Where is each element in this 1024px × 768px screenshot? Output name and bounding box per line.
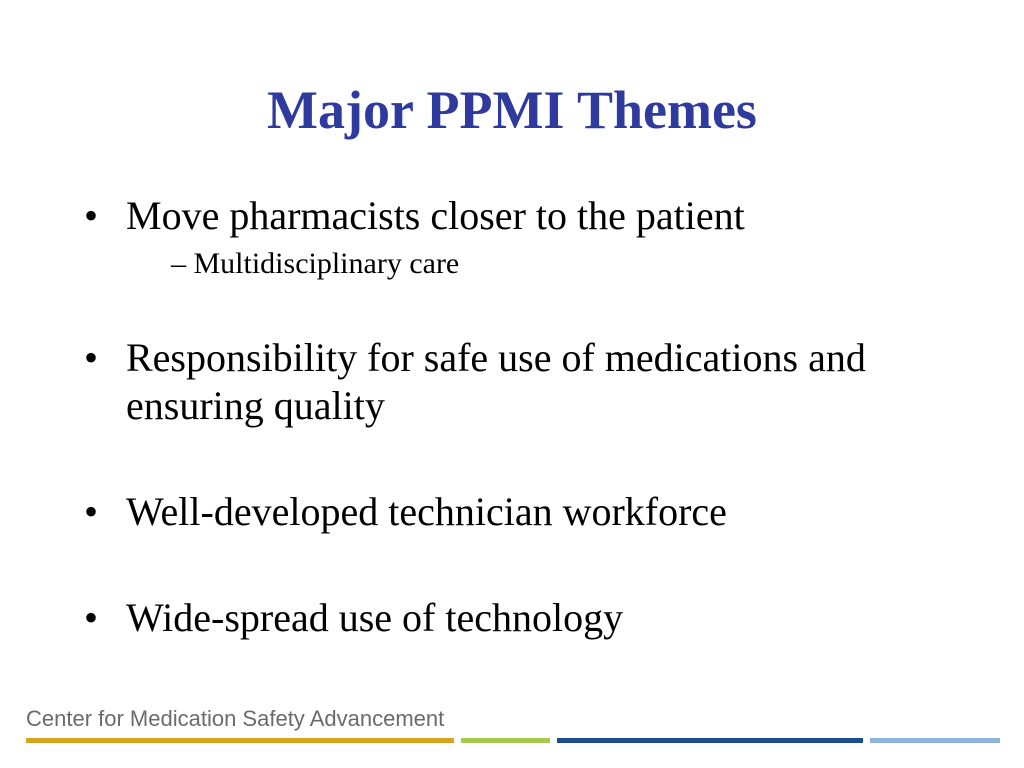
footer-stripe-light-blue	[870, 738, 1000, 743]
bullet-text: Wide-spread use of technology	[126, 595, 624, 640]
sub-bullet-text: Multidisciplinary care	[193, 247, 460, 280]
bullet-text: Move pharmacists closer to the patient	[126, 193, 745, 238]
bullet-item	[84, 488, 964, 536]
bullet-marker: •	[84, 335, 99, 380]
footer-organization-name: Center for Medication Safety Advancement	[26, 706, 445, 731]
sub-bullet-marker: –	[171, 247, 186, 280]
bullet-text: Well-developed technician workforce	[126, 489, 727, 534]
slide-title: Major PPMI Themes	[267, 80, 757, 140]
bullet-item	[84, 334, 964, 430]
bullet-text: Responsibility for safe use of medications and ensuring quality	[126, 335, 866, 428]
footer-stripe-gold	[26, 738, 454, 743]
bullet-marker: •	[84, 193, 99, 238]
bullet-marker: •	[84, 595, 99, 640]
footer-stripe-green	[461, 738, 550, 743]
footer-stripe-navy	[557, 738, 863, 743]
sub-bullet-item	[126, 246, 964, 282]
bullet-item	[84, 192, 964, 282]
bullet-list	[84, 192, 964, 642]
bullet-marker: •	[84, 489, 99, 534]
bullet-item	[84, 594, 964, 642]
